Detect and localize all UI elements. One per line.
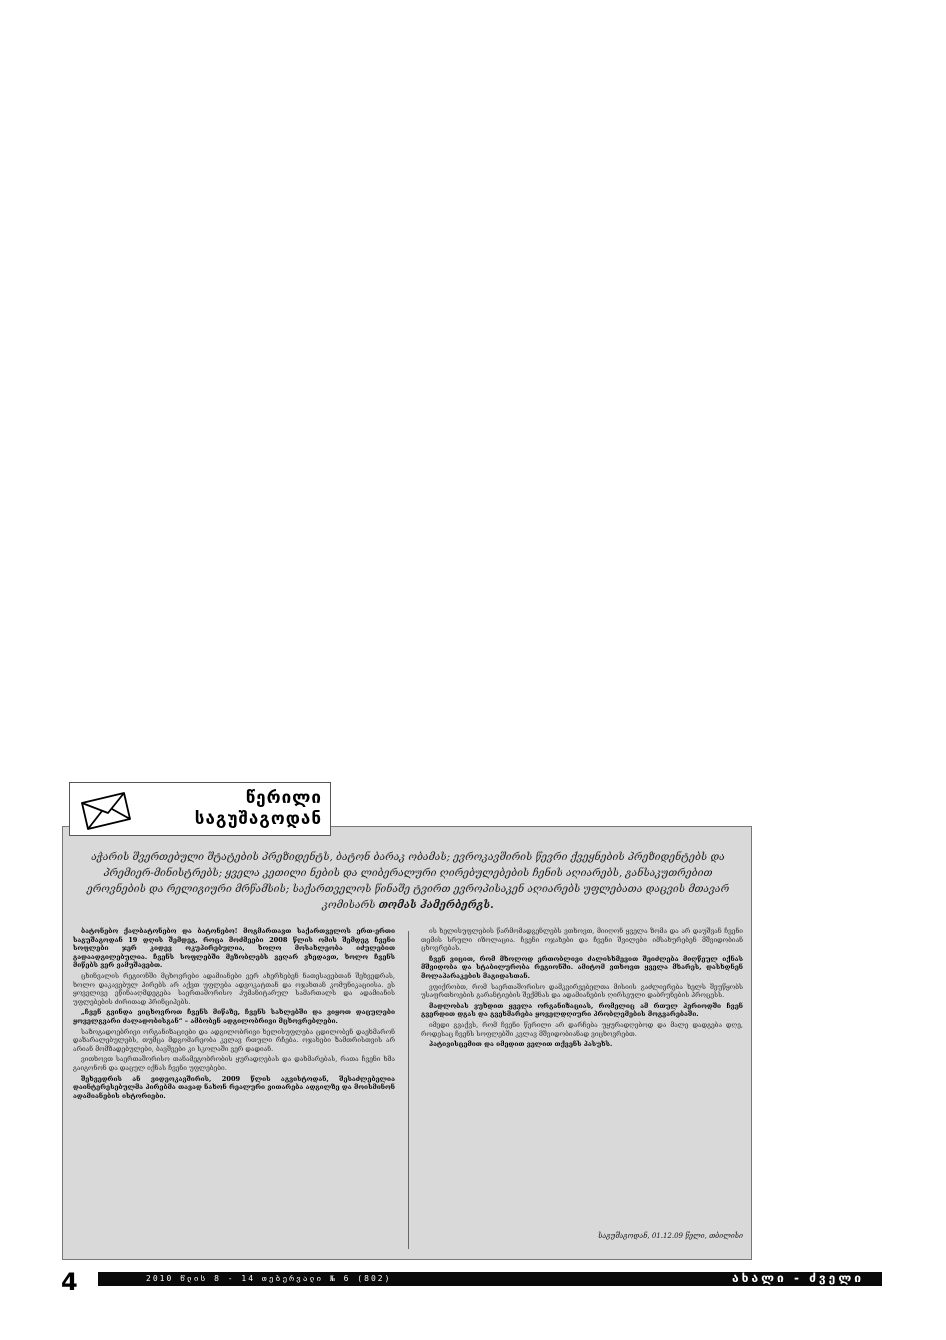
article-column-right <box>421 927 743 1252</box>
intro-name: თომას ჰამერბერგს. <box>378 899 494 911</box>
column-divider <box>408 931 409 1249</box>
paragraph: ბატონებო ქალბატონებო და ბატონებო! მოგმართავთ საქართველოს ერთ-ერთი საგუშაგოდან 19 დღის შემდეგ, როცა მოძმეები 2008 წლის ომის შემდეგ ჩვენი სოფლები ჯერ კიდევ ოკუპირებულია, ხოლო მოსახლეობა იძულებით გადაადგილებულია. ჩვენს სოფლებში მეზობლებს ვეღარ ვხედავთ, ხოლო ჩვენს მიწებს ვერ ვამუშავებთ. <box>73 927 395 970</box>
section-title-box <box>69 782 331 836</box>
intro-text: აჭარის შვერთებული შტატების პრეზიდენტს, ბატონ ბარაკ ობამას; ევროკავშირის წევრი ქვეყნების პრეზიდენტებს და პრემიერ-მინისტრებს; ყველა კეთილი ნების და ლიბერალური ღირებულებების ჩენის აღიარებს, განსაკუთრებით ეროვნების და რელიგიური მრწამსის; საქართველოს წინაშე ტვირთ ევროპისაკენ აღიარებს უფლებათა დაცვის მთავარ კომისარს <box>86 851 730 911</box>
paragraph: „ჩვენ გვინდა ვიცხოვროთ ჩვენს მიწაზე, ჩვენს სახლებში და ვიყოთ დაცულები ყოველგვარი ძალადობისგან“ – ამბობენ ადგილობრივი მცხოვრებლები. <box>73 1008 395 1025</box>
paragraph: იმედი გვაქვს, რომ ჩვენი წერილი არ დარჩება უყურადღებოდ და მალე დადგება დღე, როდესაც ჩვენს სოფლებში კვლავ მშვიდობიანად ვიცხოვრებთ. <box>421 1020 743 1038</box>
article-signature: საგუშაგოდან, 01.12.09 წელი, თბილისი <box>598 1232 743 1240</box>
paragraph: ის ხელისუფლების წარმომადგენლებს ვთხოვთ, მიიღონ ყველა ზომა და არ დაუშვან ჩვენი თემის სრული იზოლაცია. ჩვენი ოჯახები და ჩვენი შვილები იმსახურებენ მშვიდობიან ცხოვრებას. <box>421 927 743 953</box>
section-title-line1: წერილი <box>245 788 322 808</box>
article-intro <box>83 849 733 913</box>
article-column-left <box>73 927 395 1252</box>
article-panel <box>62 826 752 1260</box>
page-number: 4 <box>61 1268 78 1296</box>
section-title-line2: საგუშაგოდან <box>194 809 322 829</box>
issue-date: 2010 წლის 8 - 14 თებერვალი № 6 (802) <box>146 1274 392 1283</box>
paragraph: ცხინვალის რეგიონში მცხოვრები ადამიანები ვერ ახერხებენ ნათესავებთან შეხვედრას, ხოლო დაკავებულ პირებს არ აქვთ უფლება ადვოკატთან და ოჯახთან კომუნიკაციისა. ეს ყოველივე ეწინააღმდეგება საერთაშორისო ჰუმანიტარულ სამართალს და ადამიანის უფლებების ძირითად პრინციპებს. <box>73 971 395 1006</box>
paragraph: საზოგადოებრივი ორგანიზაციები და ადგილობრივი ხელისუფლება ცდილობენ დაეხმარონ დაზარალებულებს, თუმცა მდგომარეობა კვლავ რთული რჩება. ოჯახები ზამთრისთვის არ არიან მომზადებულები, ბავშვები კი სკოლაში ვერ დადიან. <box>73 1027 395 1053</box>
newspaper-name: ახალი - ძველი <box>732 1271 864 1285</box>
paragraph: მადლობას ვუხდით ყველა ორგანიზაციას, რომელიც ამ რთულ პერიოდში ჩვენ გვერდით დგას და გვეხმარება ყოველდღიური პრობლემების მოგვარებაში. <box>421 1001 743 1019</box>
paragraph: ვითხოვთ საერთაშორისო თანამეგობრობის ყურადღებას და დახმარებას, რათა ჩვენი ხმა გაიგონონ და დაცულ იქნას ჩვენი უფლებები. <box>73 1055 395 1072</box>
paragraph: ჩვენ ვიცით, რომ მხოლოდ ერთობლივი ძალისხმევით შეიძლება მიღწეულ იქნას მშვიდობა და სტაბილურობა რეგიონში. ამიტომ ვთხოვთ ყველა მხარეს, დასხდნენ მოლაპარაკების მაგიდასთან. <box>421 954 743 980</box>
paragraph: ვფიქრობთ, რომ საერთაშორისო დამკვირვებელთა მისიის გაძლიერება ხელს შეუწყობს უსაფრთხოების გარანტიების შექმნას და ადამიანების ღირსეული დაბრუნების პროცესს. <box>421 982 743 1000</box>
footer-bar <box>98 1272 882 1286</box>
envelope-icon <box>78 789 134 831</box>
paragraph: შეხვედრის ან ვიდეოკავშირის, 2009 წლის აგვისტოდან, შესაძლებელია დაინტერესებულმა პირებმა თავად ნახონ რეალური ვითარება ადგილზე და მოისმინონ ადამიანების ისტორიები. <box>73 1074 395 1100</box>
section-title <box>195 788 322 830</box>
paragraph: პატივისცემით და იმედით ველით თქვენს პასუხს. <box>429 1040 613 1049</box>
